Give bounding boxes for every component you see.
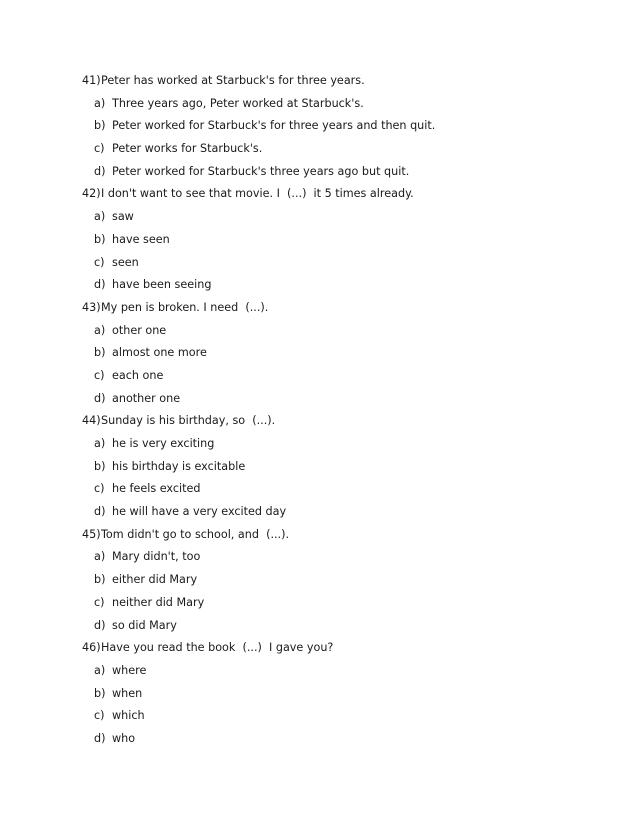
option-letter: c) [94, 709, 105, 723]
question-stem [82, 73, 435, 96]
question-text: Have you read the book (...) I gave you? [101, 641, 334, 655]
option-text: either did Mary [112, 573, 198, 587]
question-text: Sunday is his birthday, so (...). [101, 414, 276, 428]
option-text: Mary didn't, too [112, 550, 201, 564]
question-number: 45) [82, 527, 101, 541]
answer-option-d [82, 731, 435, 754]
question-text: Tom didn't go to school, and (...). [101, 527, 290, 541]
option-letter: c) [94, 482, 105, 496]
answer-option-d [82, 504, 435, 527]
question-number: 44) [82, 414, 101, 428]
answer-option-d [82, 164, 435, 187]
question-text: Peter has worked at Starbuck's for three years. [101, 74, 365, 87]
answer-option-b [82, 459, 435, 482]
question-text: I don't want to see that movie. I (...) it 5 times already. [101, 187, 414, 201]
option-letter: a) [94, 663, 106, 677]
option-letter: d) [94, 505, 106, 519]
option-text: saw [112, 210, 134, 224]
option-text: he is very exciting [112, 437, 215, 450]
option-letter: b) [94, 346, 106, 360]
question-number: 42) [82, 187, 101, 201]
question-text: My pen is broken. I need (...). [101, 300, 269, 314]
question-number: 41) [82, 74, 101, 87]
answer-option-a [82, 663, 435, 686]
answer-option-d [82, 618, 435, 641]
option-text: other one [112, 323, 167, 337]
answer-option-b [82, 686, 435, 709]
answer-option-c [82, 368, 435, 391]
option-letter: d) [94, 618, 106, 632]
option-letter: d) [94, 391, 106, 405]
option-text: have seen [112, 232, 170, 246]
option-letter: a) [94, 323, 106, 337]
option-letter: c) [94, 368, 105, 382]
answer-option-a [82, 436, 435, 459]
option-text: his birthday is excitable [112, 459, 246, 473]
option-text: have been seeing [112, 278, 212, 292]
option-letter: b) [94, 119, 106, 133]
option-text: almost one more [112, 346, 207, 360]
option-text: where [112, 663, 147, 677]
question-43 [82, 300, 435, 413]
option-letter: d) [94, 278, 106, 292]
answer-option-d [82, 277, 435, 300]
question-stem [82, 527, 435, 550]
option-letter: b) [94, 232, 106, 246]
answer-option-b [82, 118, 435, 141]
option-text: Peter works for Starbuck's. [112, 142, 263, 156]
option-letter: a) [94, 437, 106, 450]
option-text: who [112, 731, 136, 745]
option-text: Peter worked for Starbuck's three years ago but quit. [112, 164, 410, 178]
question-46 [82, 640, 435, 753]
option-letter: d) [94, 164, 106, 178]
answer-option-b [82, 232, 435, 255]
answer-option-a [82, 549, 435, 572]
answer-option-a [82, 323, 435, 346]
answer-option-c [82, 595, 435, 618]
option-text: neither did Mary [112, 595, 205, 609]
option-letter: b) [94, 573, 106, 587]
option-text: another one [112, 391, 181, 405]
answer-option-c [82, 255, 435, 278]
question-stem [82, 640, 435, 663]
option-text: when [112, 686, 143, 700]
question-number: 46) [82, 641, 101, 655]
option-text: Peter worked for Starbuck's for three years and then quit. [112, 119, 436, 133]
option-letter: c) [94, 595, 105, 609]
option-text: he will have a very excited day [112, 505, 287, 519]
question-number: 43) [82, 300, 101, 314]
question-44 [82, 413, 435, 526]
option-text: so did Mary [112, 618, 177, 632]
question-41 [82, 73, 435, 186]
option-letter: a) [94, 210, 106, 224]
answer-option-b [82, 345, 435, 368]
answer-option-a [82, 209, 435, 232]
question-list [82, 73, 435, 754]
option-letter: b) [94, 686, 106, 700]
answer-option-a [82, 96, 435, 119]
question-stem [82, 300, 435, 323]
option-letter: b) [94, 459, 106, 473]
option-letter: c) [94, 255, 105, 269]
option-letter: d) [94, 731, 106, 745]
option-text: Three years ago, Peter worked at Starbuck's. [112, 96, 364, 110]
option-letter: c) [94, 142, 105, 156]
question-42 [82, 186, 435, 299]
answer-option-c [82, 708, 435, 731]
question-45 [82, 527, 435, 640]
option-letter: a) [94, 96, 106, 110]
answer-option-b [82, 572, 435, 595]
option-letter: a) [94, 550, 106, 564]
option-text: seen [112, 255, 139, 269]
answer-option-d [82, 391, 435, 414]
option-text: which [112, 709, 145, 723]
answer-option-c [82, 141, 435, 164]
answer-option-c [82, 481, 435, 504]
option-text: he feels excited [112, 482, 201, 496]
question-stem [82, 186, 435, 209]
question-stem [82, 413, 435, 436]
option-text: each one [112, 368, 164, 382]
